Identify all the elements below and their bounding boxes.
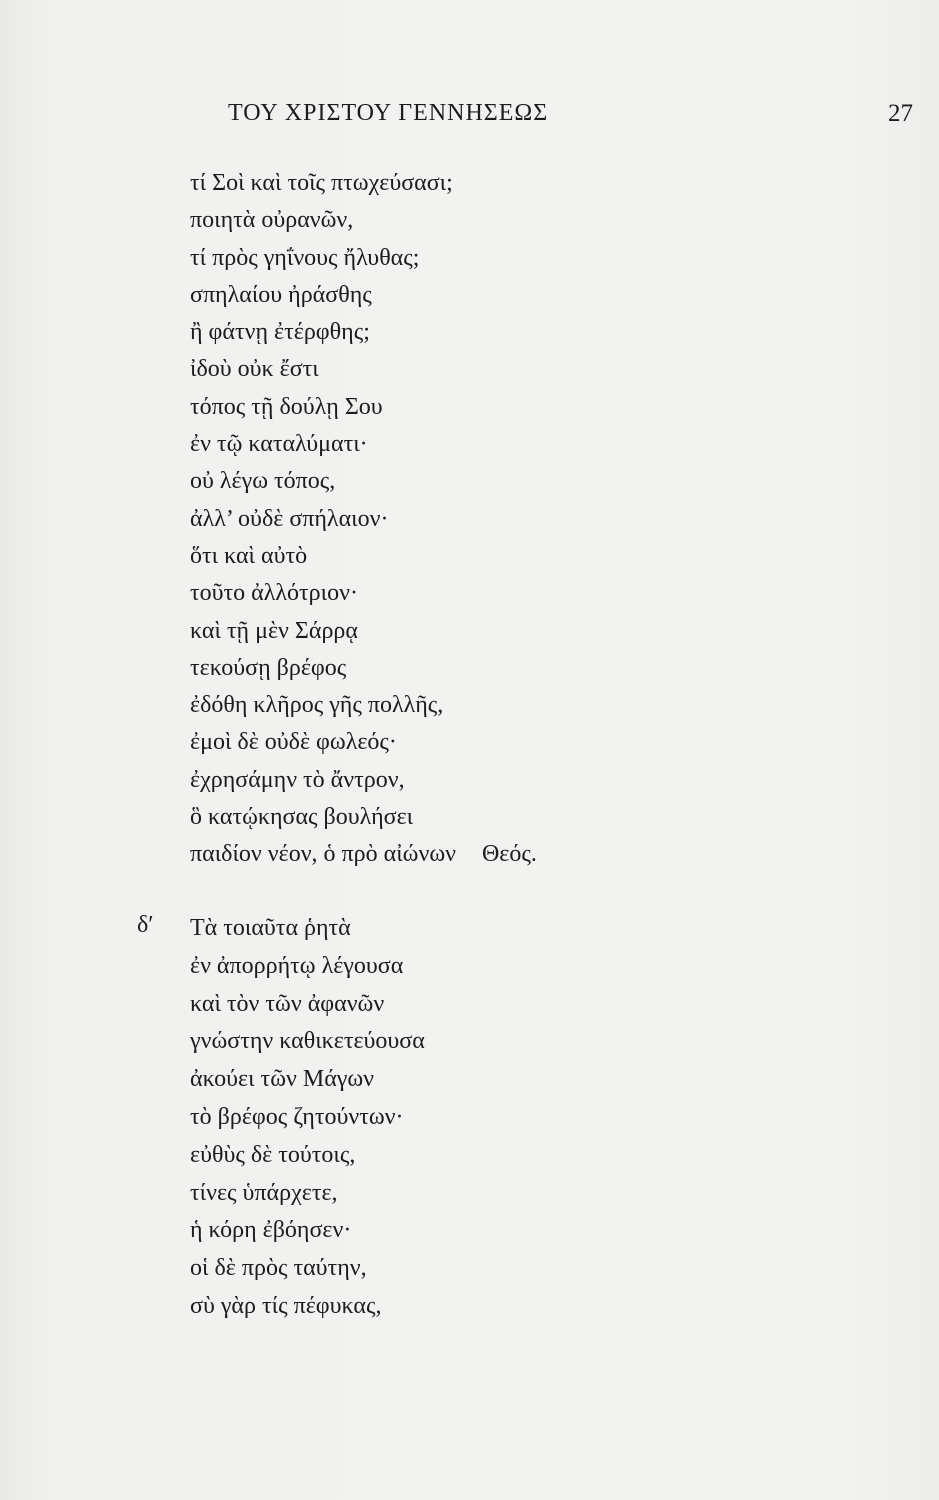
running-title: ΤΟΥ ΧΡΙΣΤΟΥ ΓΕΝΝΗΣΕΩΣ <box>228 100 549 126</box>
verse-line: ἢ φάτνῃ ἐτέρφθης; <box>190 319 370 346</box>
verse-line: ἐν ἀπορρήτῳ λέγουσα <box>190 952 404 979</box>
verse-line: ἐχρησάμην τὸ ἄντρον, <box>190 766 405 793</box>
stanza-1 <box>190 165 537 874</box>
refrain-word: Θεός. <box>481 841 537 868</box>
stanza-2 <box>190 910 425 1326</box>
verse-line: ἐμοὶ δὲ οὐδὲ φωλεός· <box>190 729 397 756</box>
verse-line-final <box>190 836 537 873</box>
verse-line: τὸ βρέφος ζητούντων· <box>190 1103 404 1130</box>
verse-line: τοῦτο ἀλλότριον· <box>190 580 358 607</box>
verse-line: ἐν τῷ καταλύματι· <box>190 431 368 458</box>
verse-line-text: παιδίον νέον, ὁ πρὸ αἰώνων <box>190 841 456 868</box>
verse-line: ἀλλ’ οὐδὲ σπήλαιον· <box>190 505 389 532</box>
verse-line: ποιητὰ οὐρανῶν, <box>190 207 354 234</box>
verse-line: ἡ κόρη ἐβόησεν· <box>190 1217 352 1244</box>
verse-line: ὅτι καὶ αὐτὸ <box>190 542 308 569</box>
verse-line: εὐθὺς δὲ τούτοις, <box>190 1141 356 1168</box>
verse-line: ἐδόθη κλῆρος γῆς πολλῆς, <box>190 692 444 719</box>
verse-line: σπηλαίου ἠράσθης <box>190 281 372 308</box>
verse-line: καὶ τῇ μὲν Σάρρᾳ <box>190 617 358 644</box>
verse-line: τόπος τῇ δούλῃ Σου <box>190 393 383 420</box>
verse-line: τί Σοὶ καὶ τοῖς πτωχεύσασι; <box>190 170 453 196</box>
verse-line: ὃ κατῴκησας βουλήσει <box>190 804 414 831</box>
verse-line: γνώστην καθικετεύουσα <box>190 1028 425 1055</box>
verse-line: Τὰ τοιαῦτα ῥητὰ <box>190 915 351 941</box>
verse-line: οἱ δὲ πρὸς ταύτην, <box>190 1255 367 1282</box>
verse-line: οὐ λέγω τόπος, <box>190 468 336 495</box>
stanza-number: δ′ <box>137 912 154 938</box>
verse-line: τεκούσῃ βρέφος <box>190 654 347 681</box>
verse-line: τίνες ὑπάρχετε, <box>190 1179 338 1206</box>
verse-line: καὶ τὸν τῶν ἀφανῶν <box>190 990 385 1017</box>
verse-line: ἰδοὺ οὐκ ἔστι <box>190 356 319 383</box>
verse-line: ἀκούει τῶν Μάγων <box>190 1066 375 1093</box>
verse-line: τί πρὸς γηΐνους ἤλυθας; <box>190 244 420 271</box>
verse-line: σὺ γὰρ τίς πέφυκας, <box>190 1292 382 1319</box>
page-number: 27 <box>888 100 913 127</box>
